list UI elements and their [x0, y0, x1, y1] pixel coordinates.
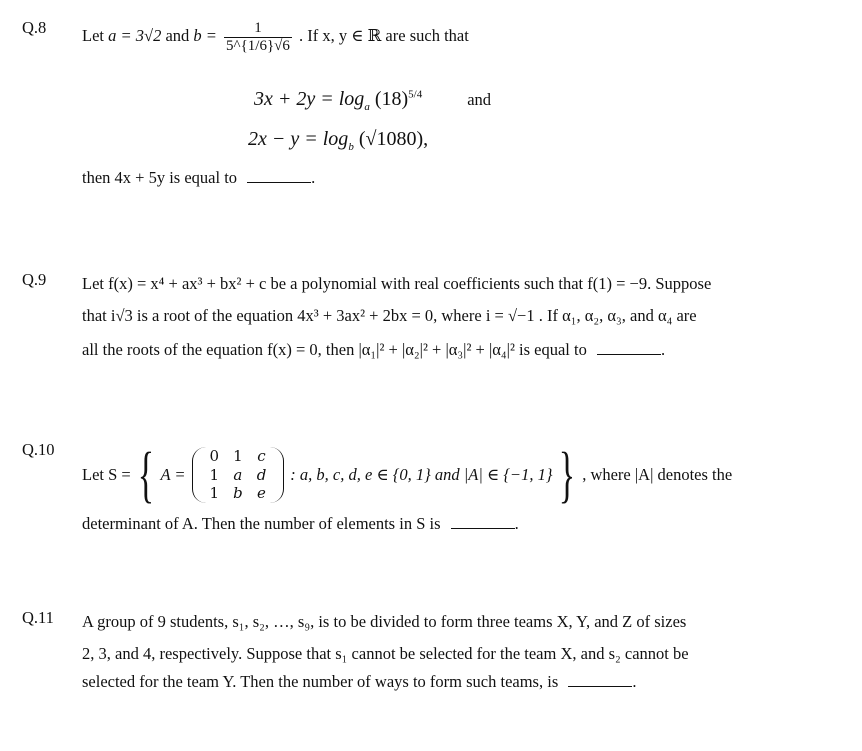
fraction	[224, 20, 292, 54]
text: selected for the team Y. Then the number of ways to form such teams, is	[82, 672, 559, 691]
question-line: A group of 9 students, s₁, s₂, …, s₉, is to be divided to form three teams X, Y, and Z of sizes	[82, 612, 687, 631]
text: . If x, y ∈ ℝ are such that	[299, 26, 469, 45]
matrix	[192, 447, 285, 503]
question-line: all the roots of the equation f(x) = 0, then |α₁|² + |α₂|² + |α₃|² + |α₄|² is equal to .	[82, 340, 666, 359]
text: determinant of A. Then the number of elements in S is	[82, 514, 441, 533]
matrix-cell: 1	[233, 446, 243, 465]
question-line: 2, 3, and 4, respectively. Suppose that s₁ cannot be selected for the team X, and s₂ cannot be	[82, 644, 689, 663]
matrix-cell: a	[233, 465, 243, 484]
question-line: that i√3 is a root of the equation 4x³ + 3ax² + 2bx = 0, where i = √−1 . If α₁, α₂, α₃, and α₄ are	[82, 306, 697, 325]
matrix-cell: c	[257, 446, 266, 465]
question-number: Q.9	[22, 270, 47, 289]
question-body	[82, 606, 822, 697]
matrix-cell: e	[257, 484, 266, 503]
math-b-lhs: b =	[193, 26, 217, 45]
question-number: Q.11	[22, 608, 54, 627]
matrix-cell: d	[256, 465, 267, 484]
left-brace-icon: {	[137, 441, 154, 509]
matrix-cell: 0	[209, 446, 220, 465]
answer-blank[interactable]	[247, 168, 311, 183]
fraction-numerator: 1	[224, 20, 292, 38]
text: and	[165, 26, 190, 45]
text: and	[467, 90, 492, 109]
question-line	[82, 442, 822, 508]
log-base: b	[348, 141, 354, 153]
matrix-table	[203, 447, 274, 503]
fraction-denominator: 5^{1/6}√6	[226, 37, 290, 54]
equation-rhs: (18)	[374, 88, 409, 110]
matrix-cell: b	[233, 484, 243, 503]
answer-blank[interactable]	[568, 672, 632, 687]
question-line: then 4x + 5y is equal to .	[82, 168, 316, 187]
equation-2	[248, 124, 428, 156]
text: Let	[82, 26, 104, 45]
text: all the roots of the equation f(x) = 0, then |α₁|² + |α₂|² + |α₃|² + |α₄|² is equal to	[82, 340, 587, 359]
answer-blank[interactable]	[597, 340, 661, 355]
question-line: determinant of A. Then the number of elements in S is .	[82, 514, 519, 533]
answer-blank[interactable]	[451, 514, 515, 529]
equation-text: 3x + 2y = log	[254, 88, 365, 110]
matrix-cell: 1	[209, 484, 220, 503]
matrix-cell: 1	[209, 465, 220, 484]
equation-rhs: (√1080),	[358, 128, 429, 150]
right-brace-icon: }	[559, 441, 576, 509]
question-body	[82, 268, 822, 365]
question-line: selected for the team Y. Then the number of ways to form such teams, is .	[82, 672, 637, 691]
text: , where |A| denotes the	[582, 465, 733, 485]
question-body	[82, 442, 822, 539]
question-line	[82, 20, 469, 54]
text: Let S =	[82, 465, 131, 485]
text: then 4x + 5y is equal to	[82, 168, 238, 187]
math-A-eq: A =	[160, 465, 186, 485]
math-a-def: a = 3√2	[108, 26, 162, 45]
log-base: a	[364, 101, 370, 113]
question-line: Let f(x) = x⁴ + ax³ + bx² + c be a polynomial with real coefficients such that f(1) = −9. Suppose	[82, 274, 712, 293]
set-condition: : a, b, c, d, e ∈ {0, 1} and |A| ∈ {−1, 1}	[290, 465, 553, 485]
exponent: 5/4	[408, 88, 423, 101]
equation-1	[254, 84, 491, 116]
question-number: Q.10	[22, 440, 55, 459]
question-number: Q.8	[22, 18, 47, 37]
equation-text: 2x − y = log	[248, 128, 349, 150]
